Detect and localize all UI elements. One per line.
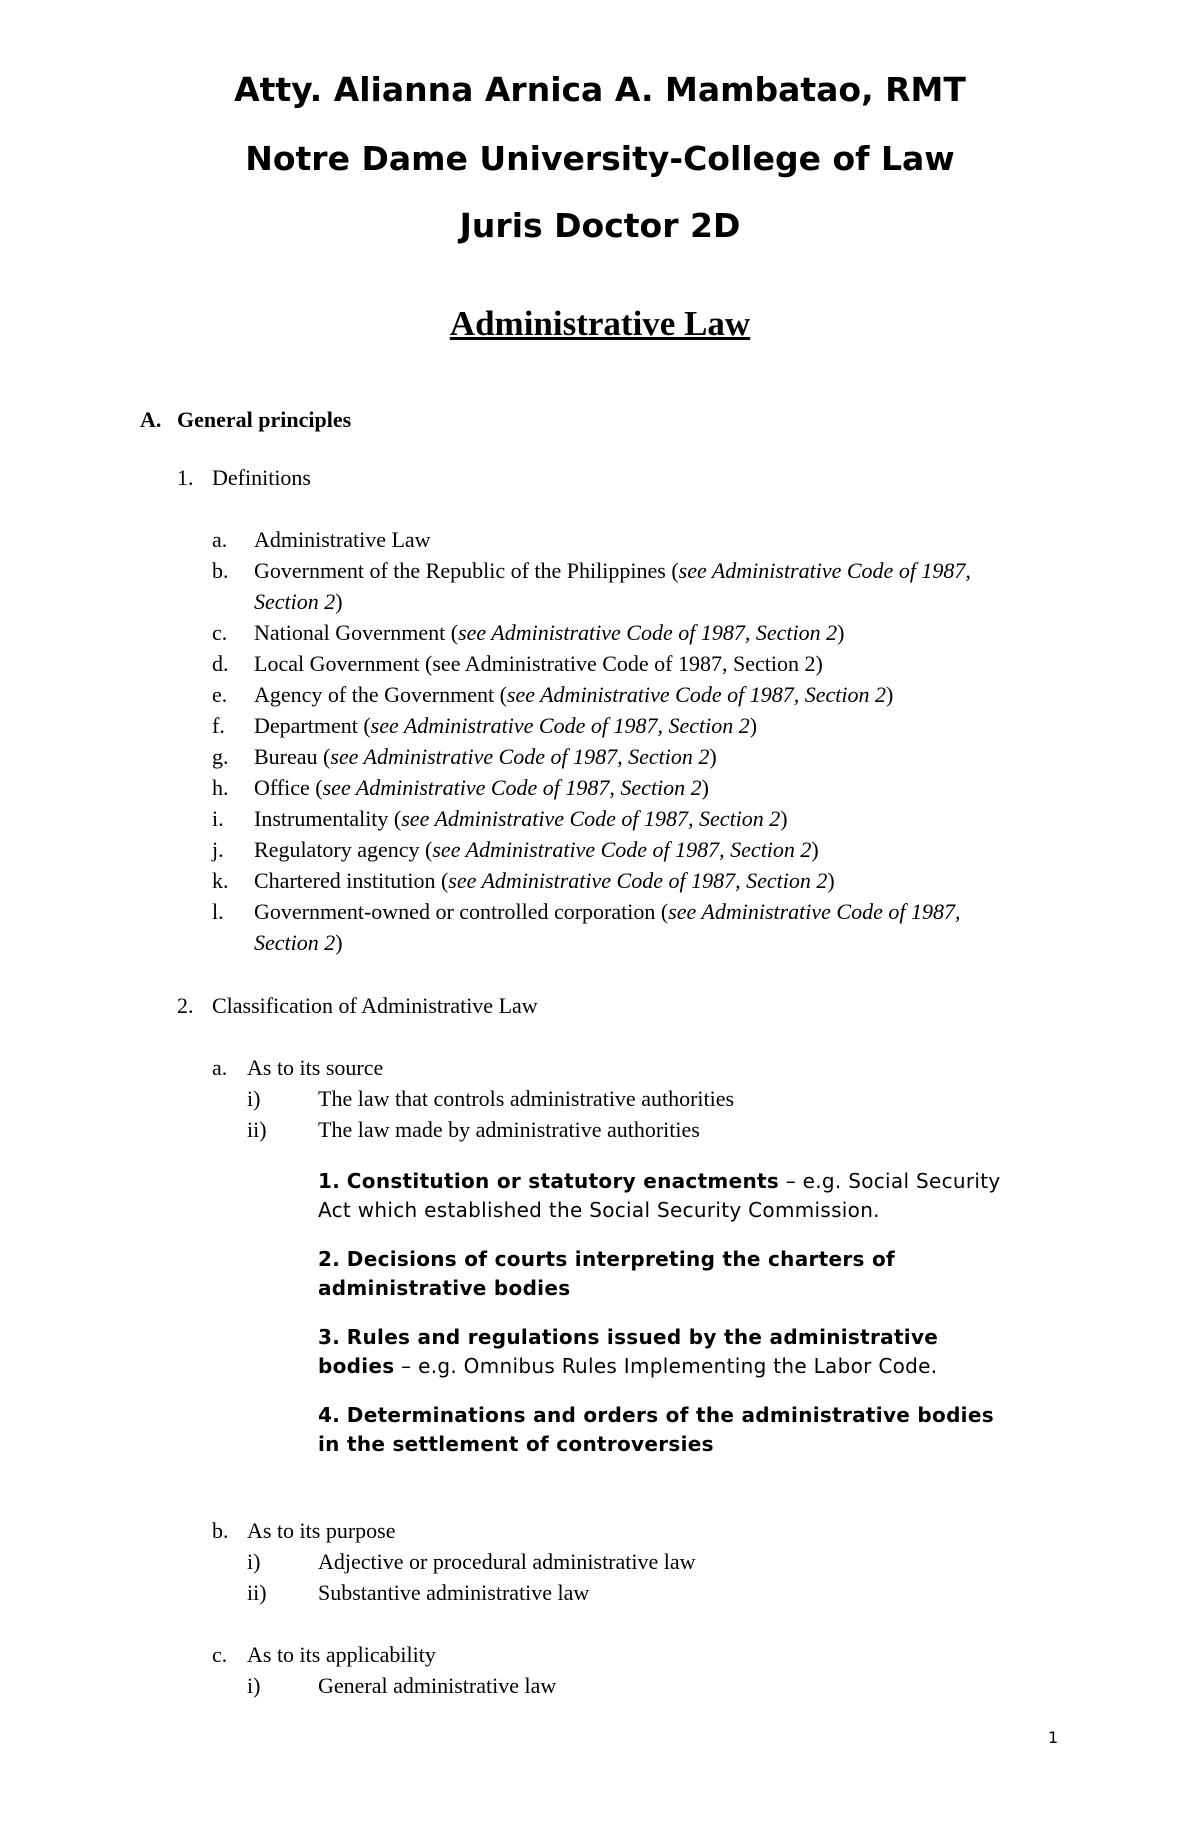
class-name: Juris Doctor 2D (459, 206, 741, 245)
class-b-label: b. (212, 1518, 229, 1543)
def-label: g. (212, 744, 229, 769)
def-label: e. (212, 682, 228, 707)
class-c-label: c. (212, 1642, 228, 1667)
author-name: Atty. Alianna Arnica A. Mambatao, RMT (234, 70, 966, 109)
class-c-heading: As to its applicability (247, 1642, 436, 1667)
section-a-label: A. (140, 407, 162, 432)
sub-text: The law made by administrative authorities (318, 1117, 700, 1142)
source-item: 2. Decisions of courts interpreting the charters of (318, 1247, 896, 1271)
school-name: Notre Dame University-College of Law (245, 139, 955, 178)
sub-text: Adjective or procedural administrative law (318, 1549, 696, 1574)
item-1-label: 1. (177, 465, 194, 490)
def-text: Instrumentality (see Administrative Code of 1987, Section 2) (254, 806, 788, 831)
sub-label: ii) (247, 1580, 267, 1605)
def-label: a. (212, 527, 228, 552)
source-item: 1. Constitution or statutory enactments – e.g. Social Security (318, 1169, 1001, 1193)
def-text: Administrative Law (254, 527, 431, 552)
source-item: 4. Determinations and orders of the administrative bodies (318, 1403, 994, 1427)
sub-label: i) (247, 1549, 261, 1574)
def-label: d. (212, 651, 229, 676)
sub-text: The law that controls administrative authorities (318, 1086, 735, 1111)
def-label: k. (212, 868, 229, 893)
def-text-continued: Section 2) (254, 930, 343, 955)
sub-label: i) (247, 1086, 261, 1111)
class-a-heading: As to its source (247, 1055, 384, 1080)
def-text: National Government (see Administrative Code of 1987, Section 2) (254, 620, 845, 645)
def-label: b. (212, 558, 229, 583)
document-title: Administrative Law (449, 304, 751, 343)
def-label: j. (212, 837, 224, 862)
class-b-heading: As to its purpose (247, 1518, 396, 1543)
def-text: Government-owned or controlled corporation (see Administrative Code of 1987, (254, 899, 961, 924)
item-1-heading: Definitions (212, 465, 311, 490)
def-label: h. (212, 775, 229, 800)
def-label: c. (212, 620, 228, 645)
class-a-label: a. (212, 1055, 228, 1080)
def-text: Department (see Administrative Code of 1987, Section 2) (254, 713, 758, 738)
source-item-continued: bodies – e.g. Omnibus Rules Implementing the Labor Code. (318, 1354, 938, 1378)
def-label: f. (212, 713, 225, 738)
sub-text: Substantive administrative law (318, 1580, 590, 1605)
section-a-heading: General principles (177, 407, 352, 432)
def-label: i. (212, 806, 224, 831)
def-text: Office (see Administrative Code of 1987, Section 2) (254, 775, 709, 800)
item-2-heading: Classification of Administrative Law (212, 993, 538, 1018)
source-item-continued: in the settlement of controversies (318, 1432, 714, 1456)
def-text: Regulatory agency (see Administrative Code of 1987, Section 2) (254, 837, 819, 862)
sub-label: i) (247, 1673, 261, 1698)
def-text-continued: Section 2) (254, 589, 343, 614)
def-text: Agency of the Government (see Administrative Code of 1987, Section 2) (254, 682, 894, 707)
def-text: Government of the Republic of the Philippines (see Administrative Code of 1987, (254, 558, 971, 583)
source-item: 3. Rules and regulations issued by the administrative (318, 1325, 939, 1349)
def-text: Chartered institution (see Administrative Code of 1987, Section 2) (254, 868, 835, 893)
def-text: Bureau (see Administrative Code of 1987, Section 2) (254, 744, 717, 769)
source-item-continued: Act which established the Social Security Commission. (318, 1198, 880, 1222)
sub-label: ii) (247, 1117, 267, 1142)
item-2-label: 2. (177, 993, 194, 1018)
page-number: 1 (1048, 1728, 1059, 1747)
def-label: l. (212, 899, 224, 924)
source-item-continued: administrative bodies (318, 1276, 571, 1300)
sub-text: General administrative law (318, 1673, 557, 1698)
def-text: Local Government (see Administrative Code of 1987, Section 2) (254, 651, 823, 676)
